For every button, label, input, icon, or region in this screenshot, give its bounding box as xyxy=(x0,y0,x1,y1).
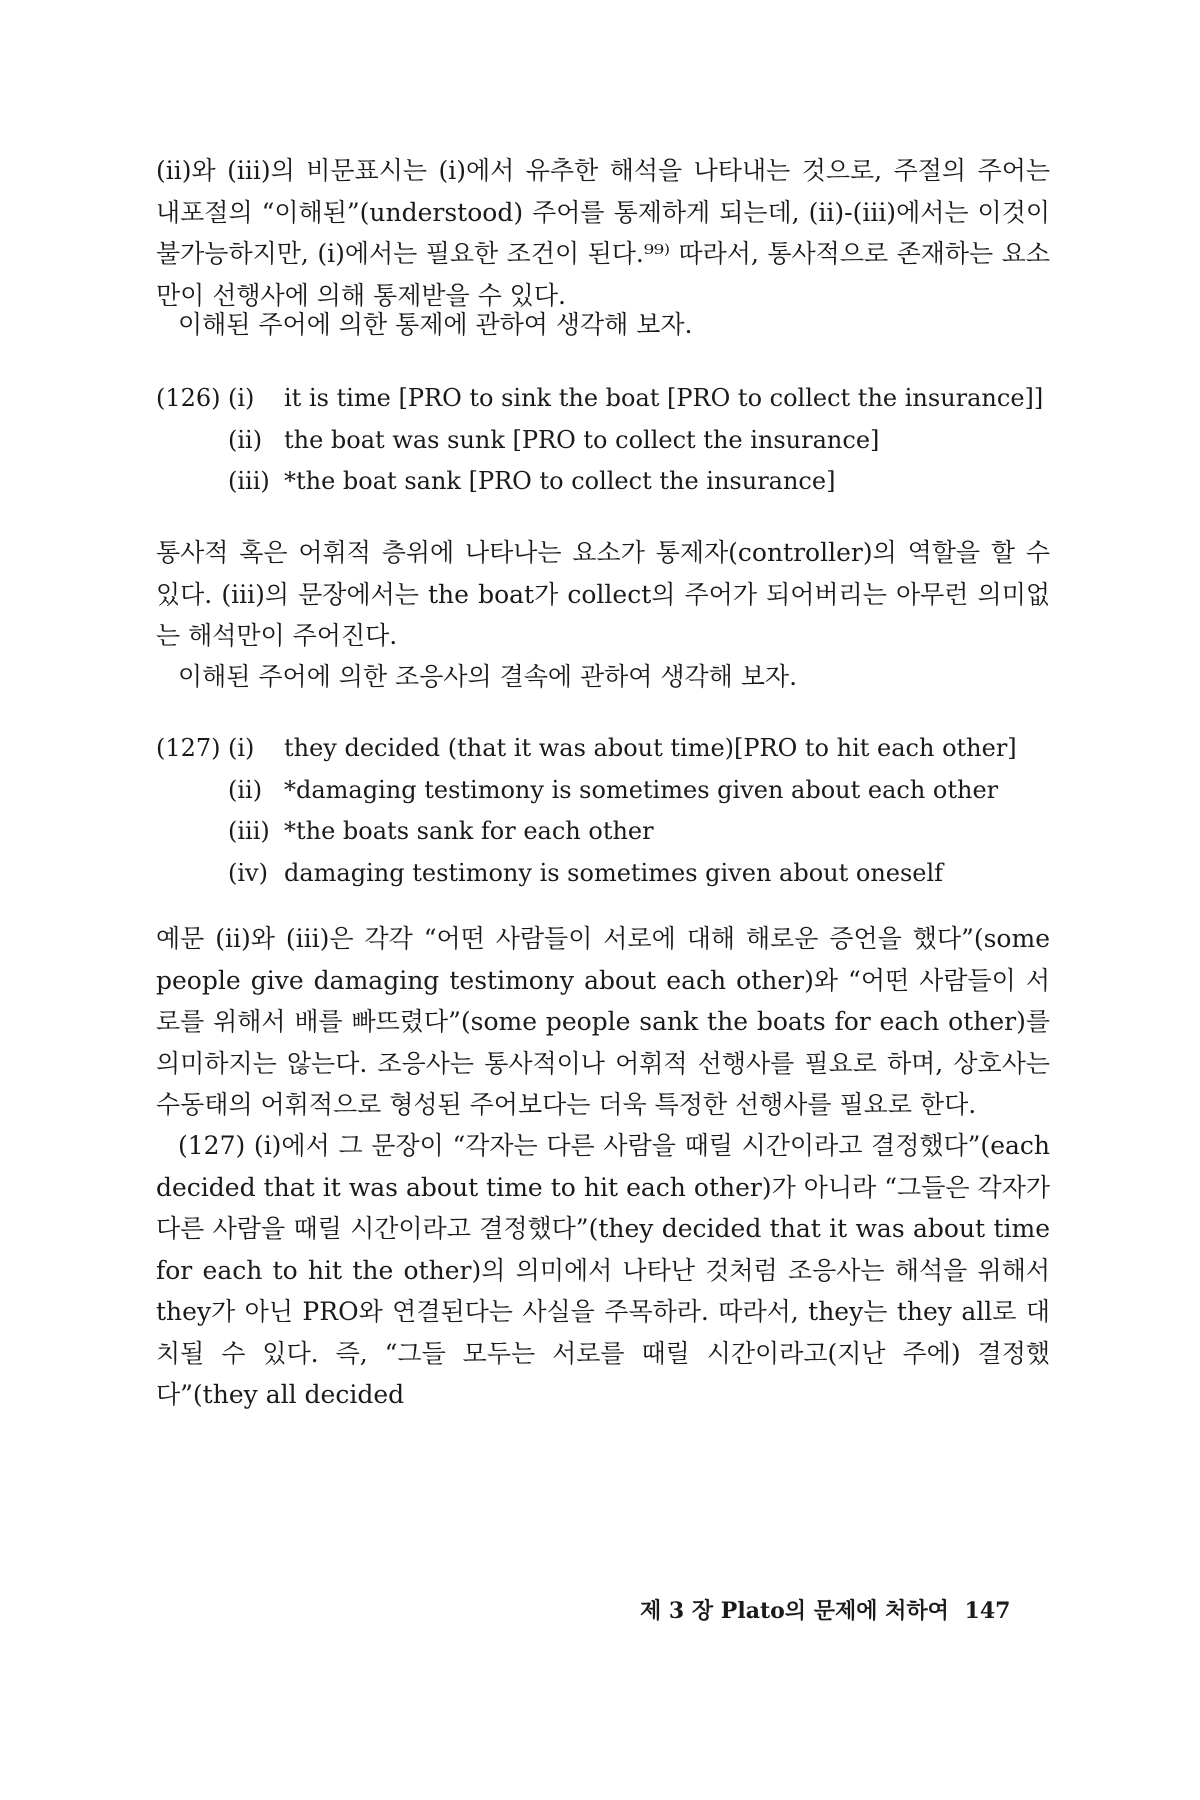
example-126 xyxy=(156,378,1056,503)
example-item-mark: (iv) xyxy=(228,858,268,887)
paragraph-4 xyxy=(156,656,1050,698)
paragraph-6 xyxy=(156,1125,1050,1416)
example-127-line-2 xyxy=(156,770,1056,812)
example-item-mark: (iii) xyxy=(228,817,270,845)
example-127-line-1 xyxy=(156,728,1056,770)
example-126-line-2 xyxy=(156,420,1056,462)
paragraph-4-text: 이해된 주어에 의한 조응사의 결속에 관하여 생각해 보자. xyxy=(178,662,798,691)
page-number: 147 xyxy=(964,1598,1011,1624)
example-item-mark: (iii) xyxy=(228,467,270,495)
example-item-mark: (ii) xyxy=(228,425,263,454)
example-item-mark: (ii) xyxy=(228,775,263,804)
paragraph-1: (ii)와 (iii)의 비문표시는 (i)에서 유추한 해석을 나타내는 것으로, 주절의 주어는 내포절의 “이해된”(understood) 주어를 통제하게 되는데, (ii)-(iii)에서는 이것이 불가능하지만, (i)에서는 필요한 조건이 된다.⁹⁹⁾ 따라서, 통사적으로 존재하는 요소만이 선행사에 의해 통제받을 수 있다. xyxy=(156,156,1050,310)
example-item-text: damaging testimony is sometimes given about oneself xyxy=(284,858,944,887)
example-number: (126) xyxy=(156,384,221,412)
example-number: (127) xyxy=(156,734,221,762)
example-item-mark: (i) xyxy=(228,734,255,762)
example-126-line-1 xyxy=(156,378,1056,420)
paragraph-5: 예문 (ii)와 (iii)은 각각 “어떤 사람들이 서로에 대해 해로운 증언을 했다”(some people give damaging testimony about each other)와 “어떤 사람들이 서로를 위해서 배를 빠뜨렸다”(some people sank the boats for each other)를 의미하지는 않는다. 조응사는 통사적이나 어휘적 선행사를 필요로 하며, 상호사는 수동태의 어휘적으로 형성된 주어보다는 더욱 특정한 선행사를 필요로 한다. xyxy=(156,924,1050,1119)
example-item-mark: (i) xyxy=(228,384,255,412)
example-127-line-3 xyxy=(156,811,1056,853)
example-item-text: the boat was sunk [PRO to collect the insurance] xyxy=(284,425,880,454)
chapter-title: 제 3 장 Plato의 문제에 처하여 xyxy=(640,1598,949,1624)
example-item-text: *the boats sank for each other xyxy=(284,817,654,845)
example-127-line-4 xyxy=(156,853,1056,895)
example-126-line-3 xyxy=(156,461,1056,503)
example-127 xyxy=(156,728,1056,894)
paragraph-2-text: 이해된 주어에 의한 통제에 관하여 생각해 보자. xyxy=(178,310,693,339)
example-item-text: it is time [PRO to sink the boat [PRO to collect the insurance]] xyxy=(284,384,1044,412)
paragraph-6-text: (127) (i)에서 그 문장이 “각자는 다른 사람을 때릴 시간이라고 결정했다”(each decided that it was about time to hit each other)가 아니라 “그들은 각자가 다른 사람을 때릴 시간이라고 결정했다”(they decided that it was about time for each to hit the other)의 의미에서 나타난 것처럼 조응사는 해석을 위해서 they가 아닌 PRO와 연결된다는 사실을 주목하라. 따라서, they는 they all로 대치될 수 있다. 즉, “그들 모두는 서로를 때릴 시간이라고(지난 주에) 결정했다”(they all decided xyxy=(156,1131,1050,1409)
example-item-text: *the boat sank [PRO to collect the insurance] xyxy=(284,467,836,495)
paragraph-2 xyxy=(156,304,1050,346)
paragraph-3: 통사적 혹은 어휘적 층위에 나타나는 요소가 통제자(controller)의 역할을 할 수 있다. (iii)의 문장에서는 the boat가 collect의 주어가 되어버리는 아무런 의미없는 해석만이 주어진다. xyxy=(156,538,1050,650)
page-footer xyxy=(640,1594,1010,1625)
example-item-text: they decided (that it was about time)[PRO to hit each other] xyxy=(284,734,1017,762)
example-item-text: *damaging testimony is sometimes given about each other xyxy=(284,775,999,804)
